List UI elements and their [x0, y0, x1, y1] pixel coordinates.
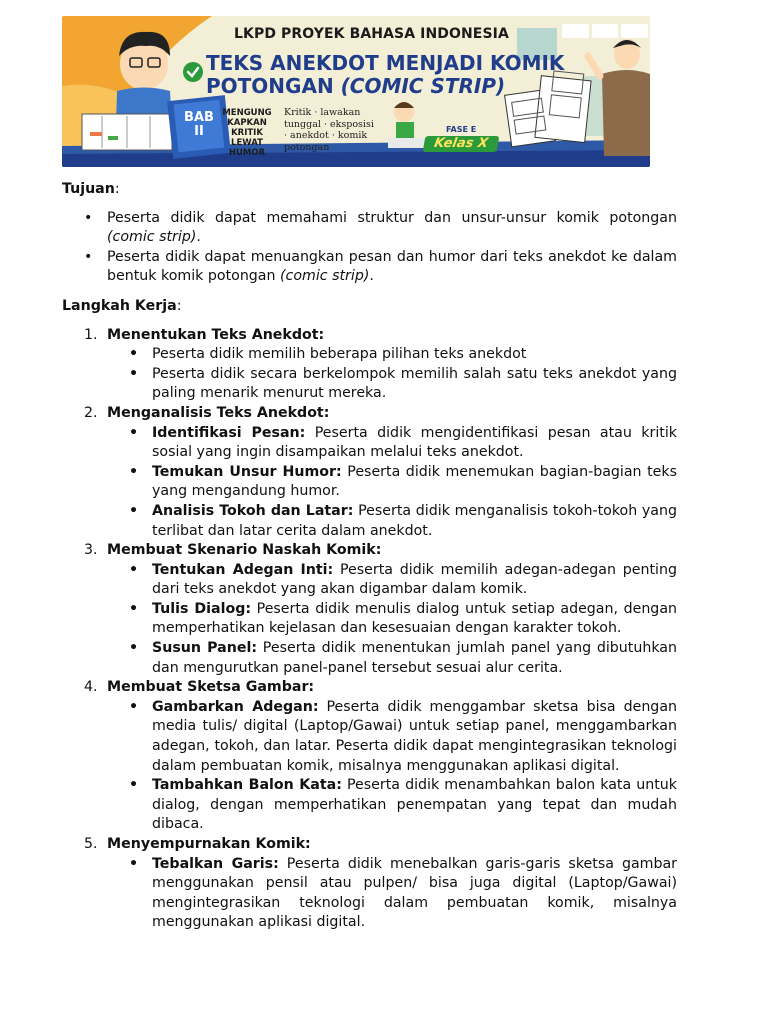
list-item — [62, 248, 677, 287]
step-number: 5. — [84, 836, 98, 852]
sub-item-text: Peserta didik menentukan jumlah panel yang dibutuhkan dan mengurutkan panel-panel tersebut sesuai alur cerita. — [152, 640, 677, 676]
step-sublist — [107, 855, 677, 933]
step-item — [62, 678, 677, 835]
sub-item-text: Peserta didik menambahkan balon kata untuk dialog, dengan memperhatikan penempatan yang tepat dan mudah dibaca. — [152, 777, 677, 833]
banner-topline: LKPD PROYEK BAHASA INDONESIA — [234, 26, 509, 42]
sub-item — [107, 698, 677, 776]
worksheet-content — [62, 180, 677, 933]
list-item-text: Peserta didik dapat memahami struktur dan unsur-unsur komik potongan — [107, 209, 677, 226]
sub-item-label: Tentukan Adegan Inti: — [152, 561, 334, 578]
header-banner — [62, 16, 650, 167]
step-sublist — [107, 345, 677, 404]
step-title: Membuat Skenario Naskah Komik: — [107, 542, 382, 559]
merdeka-belajar-logo-icon — [592, 24, 619, 38]
bab-subtitle: MENGUNG KAPKAN KRITIK LEWAT HUMOR — [222, 108, 272, 158]
sub-item — [107, 463, 677, 502]
step-item — [62, 541, 677, 678]
sub-item — [107, 502, 677, 541]
sub-item — [107, 776, 677, 835]
kritik-note: Kritik · lawakan tunggal · eksposisi · anekdot · komik potongan — [284, 107, 374, 153]
step-item — [62, 835, 677, 933]
banner-title-line2-italic: (COMIC STRIP) — [340, 74, 506, 98]
sub-item-text: Peserta didik menebalkan garis-garis sketsa gambar menggunakan pensil atau pulpen/ bisa juga digital (Laptop/Gawai) mengintegrasikan teknologi dalam pembuatan komik, misalnya menggunakan aplikasi digital. — [152, 855, 677, 931]
sub-item-label: Identifikasi Pesan: — [152, 424, 306, 441]
list-item-italic: (comic strip) — [107, 229, 197, 246]
sub-item-text: Peserta didik mengidentifikasi pesan atau kritik sosial yang ingin disampaikan melalui teks anekdot. — [152, 424, 677, 461]
banner-title-line2 — [206, 74, 505, 98]
sub-item-label: Temukan Unsur Humor: — [152, 463, 342, 480]
sub-item — [107, 561, 677, 600]
step-sublist — [107, 698, 677, 835]
list-item-italic: (comic strip) — [280, 268, 370, 285]
sub-item-label: Tebalkan Garis: — [152, 855, 279, 872]
sub-item-label: Susun Panel: — [152, 640, 258, 657]
step-number: 2. — [84, 404, 98, 421]
fase-label: FASE E — [446, 125, 477, 134]
list-item-tail: . — [196, 229, 201, 246]
kelas-badge: Kelas X — [423, 136, 500, 152]
banner-title-line1: TEKS ANEKDOT MENJADI KOMIK — [206, 51, 565, 75]
tujuan-list — [62, 209, 677, 287]
sub-item-text: Peserta didik menggambar sketsa bisa dengan media tulis/ digital (Laptop/Gawai) untuk setiap panel, menggambarkan adegan, tokoh, dan latar. Peserta didik dapat mengintegrasikan teknologi dalam pembuatan komik, misalnya menggunakan aplikasi digital. — [152, 698, 678, 774]
list-item-tail: . — [369, 268, 374, 285]
sub-item — [107, 639, 677, 678]
sub-item — [107, 345, 677, 365]
list-item-text: Peserta didik dapat menuangkan pesan dan humor dari teks anekdot ke dalam bentuk komik potongan — [107, 248, 677, 285]
step-number: 3. — [84, 542, 98, 559]
guru-penggerak-logo-icon — [621, 24, 648, 38]
langkah-heading-text: Langkah Kerja — [62, 297, 177, 314]
sub-item — [107, 365, 677, 404]
step-title: Menyempurnakan Komik: — [107, 836, 311, 852]
sub-item-label: Tambahkan Balon Kata: — [152, 777, 342, 794]
step-sublist — [107, 561, 677, 679]
tujuan-heading-colon: : — [114, 181, 120, 197]
sub-item-text: Peserta didik menemukan bagian-bagian teks yang mengandung humor. — [152, 463, 677, 500]
sub-item-label: Gambarkan Adegan: — [152, 698, 319, 715]
check-badge-icon — [182, 61, 204, 83]
langkah-heading-colon: : — [176, 297, 182, 314]
sub-item-text: Peserta didik secara berkelompok memilih salah satu teks anekdot yang paling menarik menurut mereka. — [152, 365, 677, 402]
step-item — [62, 326, 677, 404]
banner-title-line2-plain: POTONGAN — [206, 74, 341, 98]
kemdikbud-logo-icon — [562, 24, 589, 38]
sub-item-text: Peserta didik menulis dialog untuk setiap adegan, dengan memperhatikan kejelasan dan kesesuaian dengan karakter tokoh. — [152, 600, 677, 637]
list-item — [62, 209, 677, 248]
tujuan-heading — [62, 180, 677, 200]
sub-item — [107, 855, 677, 933]
sub-item — [107, 424, 677, 463]
bab-label: BAB II — [184, 110, 214, 139]
sub-item-text: Peserta didik menganalisis tokoh-tokoh yang terlibat dan latar cerita dalam anekdot. — [152, 502, 677, 539]
step-number: 1. — [84, 326, 98, 343]
step-sublist — [107, 424, 677, 542]
sub-item — [107, 600, 677, 639]
sub-item-text: Peserta didik memilih adegan-adegan penting dari teks anekdot yang akan digambar dalam komik. — [152, 561, 677, 598]
sponsor-logos — [562, 24, 648, 38]
langkah-heading — [62, 297, 677, 317]
step-title: Menentukan Teks Anekdot: — [107, 326, 325, 343]
steps-list — [62, 326, 677, 933]
sub-item-label: Tulis Dialog: — [152, 600, 252, 617]
step-title: Menganalisis Teks Anekdot: — [107, 404, 330, 421]
step-item — [62, 404, 677, 541]
sub-item-label: Analisis Tokoh dan Latar: — [152, 502, 354, 519]
tujuan-heading-text: Tujuan — [62, 181, 115, 197]
sub-item-text: Peserta didik memilih beberapa pilihan teks anekdot — [152, 346, 527, 363]
step-title: Membuat Sketsa Gambar: — [107, 679, 315, 696]
step-number: 4. — [84, 679, 98, 696]
